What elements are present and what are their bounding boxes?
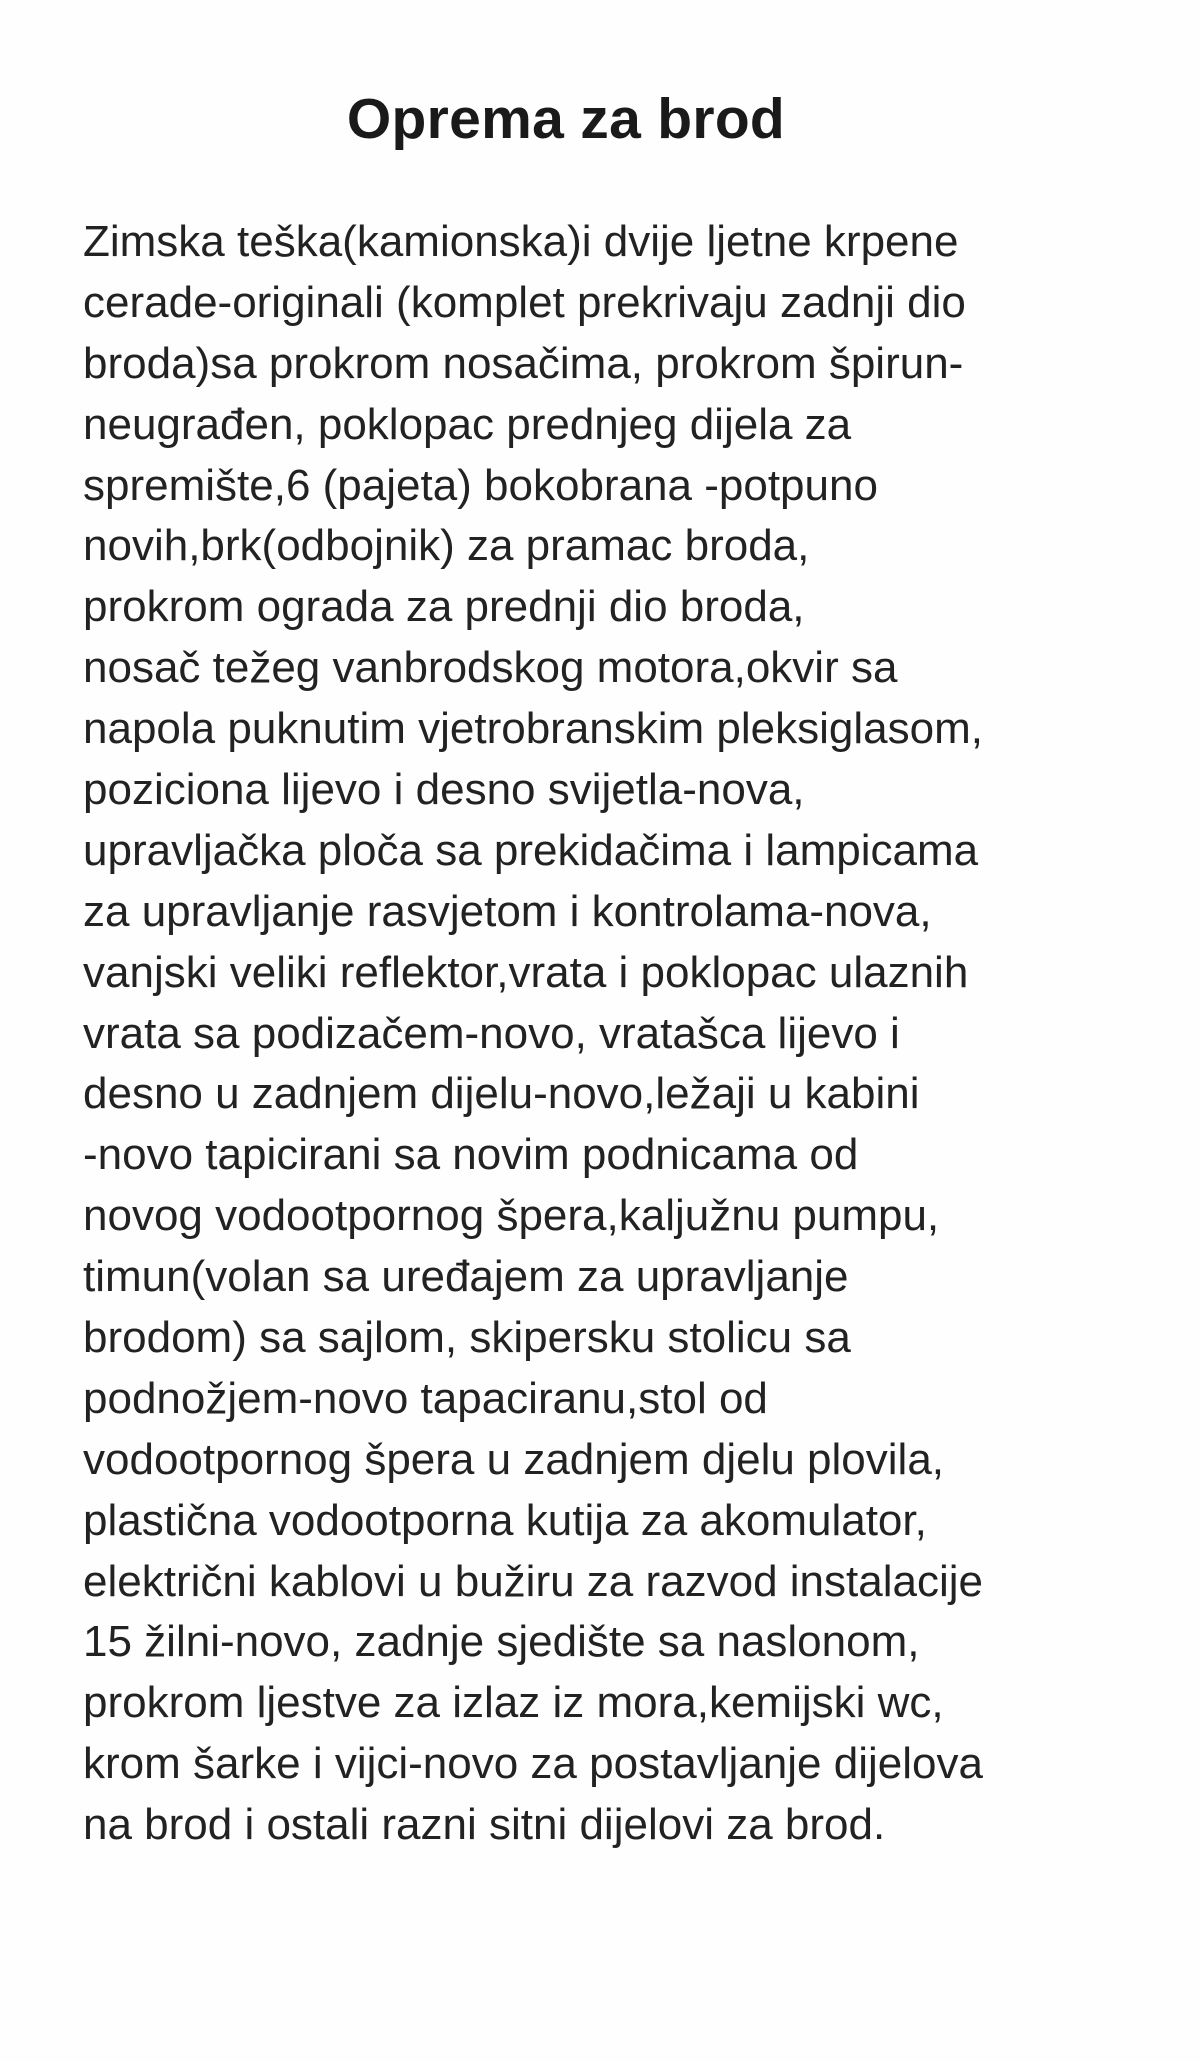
text-line: vodootpornog špera u zadnjem djelu plovila, [83, 1434, 945, 1484]
text-line: neugrađen, poklopac prednjeg dijela za [83, 399, 852, 449]
text-line: električni kablovi u bužiru za razvod instalacije [83, 1556, 983, 1606]
text-line: prokrom ljestve za izlaz iz mora,kemijski wc, [83, 1678, 944, 1728]
text-line: upravljačka ploča sa prekidačima i lampicama [83, 825, 979, 875]
text-line: krom šarke i vijci-novo za postavljanje dijelova [83, 1739, 983, 1789]
text-line: novih,brk(odbojnik) za pramac broda, [83, 521, 810, 571]
text-line: plastična vodootporna kutija za akomulator, [83, 1495, 927, 1545]
text-line: poziciona lijevo i desno svijetla-nova, [83, 765, 805, 815]
text-line: napola puknutim vjetrobranskim pleksiglasom, [83, 704, 983, 754]
text-line: -novo tapicirani sa novim podnicama od [83, 1130, 859, 1180]
text-line: desno u zadnjem dijelu-novo,ležaji u kabini [83, 1069, 920, 1119]
text-line: Zimska teška(kamionska)i dvije ljetne krpene [83, 217, 959, 266]
text-line: spremište,6 (pajeta) bokobrana -potpuno [83, 460, 878, 510]
equipment-description [83, 212, 1173, 1856]
text-line: 15 žilni-novo, zadnje sjedište sa naslonom, [83, 1617, 920, 1667]
text-line: timun(volan sa uređajem za upravljanje [83, 1252, 849, 1302]
text-line: cerade-originali (komplet prekrivaju zadnji dio [83, 277, 966, 327]
text-line: podnožjem-novo tapaciranu,stol od [83, 1373, 768, 1423]
text-line: nosač težeg vanbrodskog motora,okvir sa [83, 643, 898, 693]
page-title: Oprema za brod [346, 87, 786, 151]
text-line: vanjski veliki reflektor,vrata i poklopac ulaznih [83, 947, 969, 997]
text-line: prokrom ograda za prednji dio broda, [83, 582, 805, 632]
text-line: za upravljanje rasvjetom i kontrolama-nova, [83, 886, 932, 936]
text-line: broda)sa prokrom nosačima, prokrom špirun- [83, 338, 964, 388]
text-line: na brod i ostali razni sitni dijelovi za brod. [83, 1800, 886, 1850]
text-line: brodom) sa sajlom, skipersku stolicu sa [83, 1313, 851, 1363]
text-line: vrata sa podizačem-novo, vratašca lijevo i [83, 1008, 900, 1058]
text-line: novog vodootpornog špera,kaljužnu pumpu, [83, 1191, 940, 1241]
